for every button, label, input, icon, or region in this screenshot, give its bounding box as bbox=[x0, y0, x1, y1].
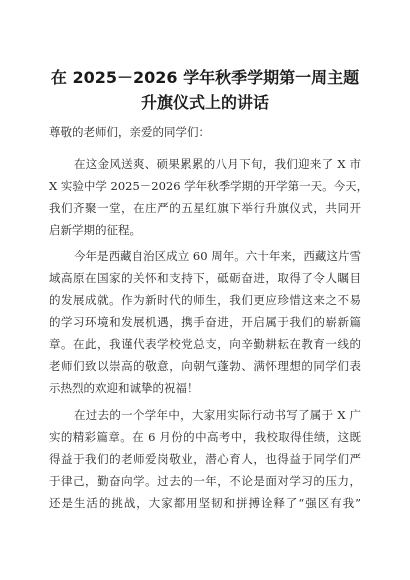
paragraph-line: 于律己，勤奋向学。过去的一年，不论是面对学习的压力， bbox=[49, 474, 361, 488]
paragraph-line: 域高原在国家的关怀和支持下，砥砺奋进，取得了令人瞩目 bbox=[49, 271, 361, 285]
paragraph-line: 章。在此，我谨代表学校党总支，向辛勤耕耘在教育一线的 bbox=[49, 337, 361, 351]
paragraph-line: 启新学期的征程。 bbox=[49, 223, 141, 237]
greeting: 尊敬的老师们，亲爱的同学们： bbox=[49, 125, 210, 139]
document-title-line-2: 升旗仪式上的讲话 bbox=[140, 93, 269, 112]
paragraph-line: 得益于我们的老师爱岗敬业，潜心育人，也得益于同学们严 bbox=[49, 452, 361, 466]
paragraph-line: 示热烈的欢迎和诚挚的祝福！ bbox=[49, 381, 199, 395]
document-title-line-1: 在 2025－2026 学年秋季学期第一周主题 bbox=[50, 68, 360, 87]
paragraph-line: 的发展成就。作为新时代的师生，我们更应珍惜这来之不易 bbox=[49, 293, 361, 307]
paragraph-line: 的学习环境和发展机遇，携手奋进，开启属于我们的崭新篇 bbox=[49, 315, 361, 329]
paragraph-line: 今年是西藏自治区成立 60 周年。六十年来，西藏这片雪 bbox=[74, 249, 361, 263]
paragraph-line: 还是生活的挑战，大家都用坚韧和拼搏诠释了“强区有我” bbox=[49, 496, 361, 510]
paragraph-line: 我们齐聚一堂，在庄严的五星红旗下举行升旗仪式，共同开 bbox=[49, 201, 361, 215]
paragraph-line: 老师们致以崇高的敬意，向朝气蓬勃、满怀理想的同学们表 bbox=[49, 359, 361, 373]
paragraph-line: 在这金风送爽、硕果累累的八月下旬，我们迎来了 X 市 bbox=[74, 157, 361, 171]
paragraph-line: 实的精彩篇章。在 6 月份的中高考中，我校取得佳绩，这既 bbox=[49, 430, 361, 444]
paragraph-line: 在过去的一个学年中，大家用实际行动书写了属于 X 广 bbox=[74, 408, 361, 422]
paragraph-line: X 实验中学 2025－2026 学年秋季学期的开学第一天。今天， bbox=[49, 179, 369, 193]
